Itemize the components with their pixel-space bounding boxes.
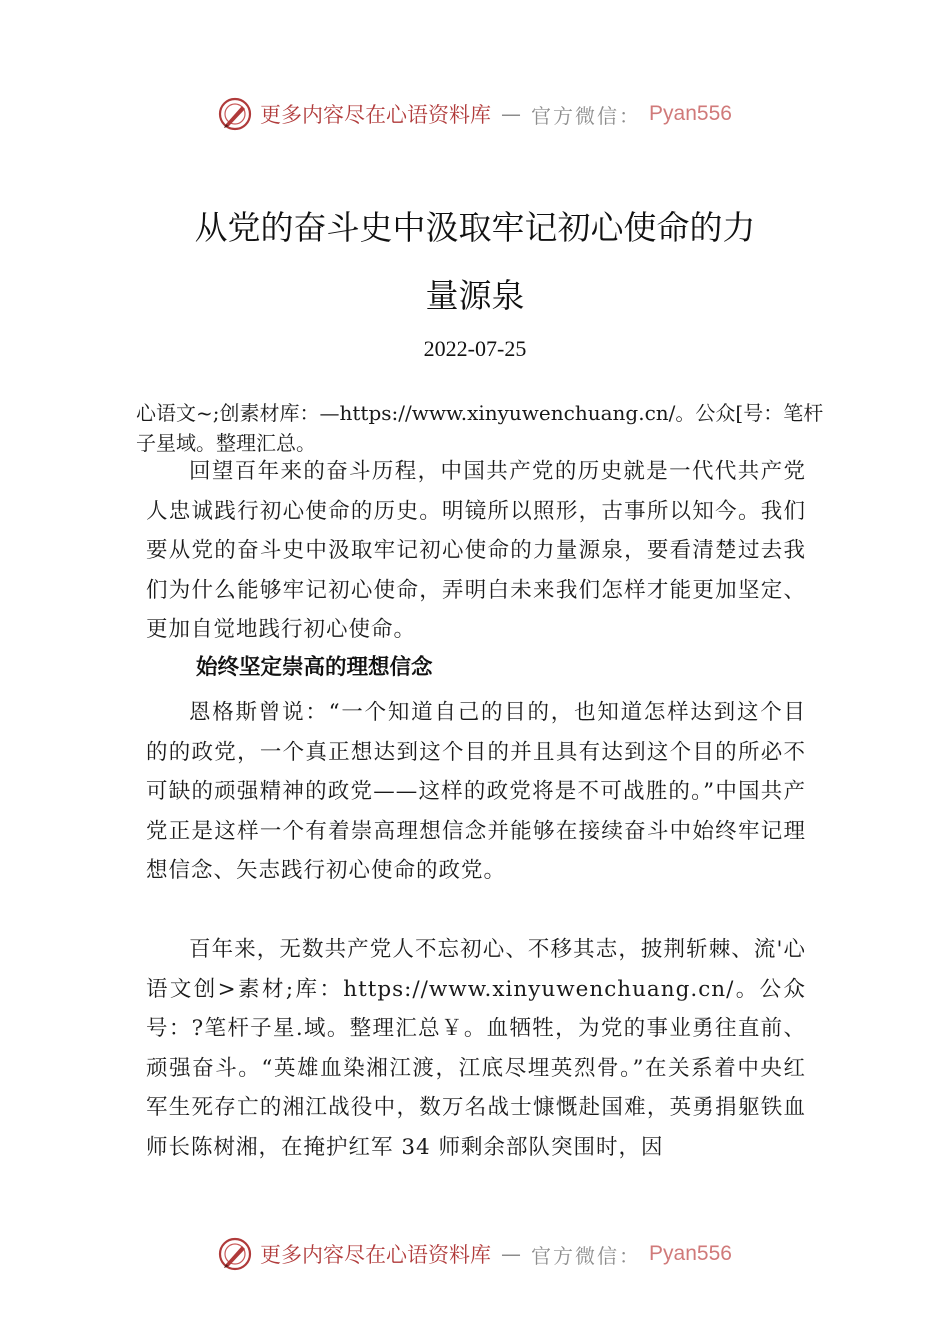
paragraph-2: 恩格斯曾说：“一个知道自己的目的，也知道怎样达到这个目的的政党，一个真正想达到这个目的并且具有达到这个目的所必不可缺的顽强精神的政党——这样的政党将是不可战胜的。”中国共产党正是这样一个有着崇高理想信念并能够在接续奋斗中始终牢记理想信念、矢志践行初心使命的政党。 [146, 700, 806, 883]
footer-watermark [0, 1234, 950, 1274]
article-title-line-1: 从党的奋斗史中汲取牢记初心使命的力 [194, 208, 756, 247]
watermark-dash: — [501, 102, 522, 126]
watermark-site-text: 更多内容尽在心语资料库 [260, 103, 492, 127]
watermark-wechat-label: 官方微信： [531, 103, 642, 128]
source-note: 心语文~;创素材库：—https://www.xinyuwenchuang.cn/。公众[号：笔杆子星域。整理汇总。 [136, 401, 824, 455]
paragraph-3: 百年来，无数共产党人不忘初心、不移其志，披荆斩棘、流'心语文创>素材;库：https://www.xinyuwenchuang.cn/。公众号：?笔杆子星.域。整理汇总￥。血牺牲，为党的事业勇往直前、顽强奋斗。“英雄血染湘江渡，江底尽埋英烈骨。”在关系着中央红军生死存亡的湘江战役中，数万名战士慷慨赴国难，英勇捐躯铁血师长陈树湘，在掩护红军 34 师剩余部队突围时，因 [146, 937, 806, 1160]
pen-logo-icon [218, 1237, 252, 1271]
header-watermark [0, 94, 950, 134]
pen-logo-icon [218, 97, 252, 131]
paragraph-1: 回望百年来的奋斗历程，中国共产党的历史就是一代代共产党人忠诚践行初心使命的历史。明镜所以照形，古事所以知今。我们要从党的奋斗史中汲取牢记初心使命的力量源泉，要看清楚过去我们为什么能够牢记初心使命，弄明白未来我们怎样才能更加坚定、更加自觉地践行初心使命。 [146, 459, 806, 642]
watermark-dash: — [501, 1242, 522, 1266]
section-heading: 始终坚定崇高的理想信念 [196, 655, 433, 680]
watermark-site-text: 更多内容尽在心语资料库 [260, 1243, 492, 1267]
article-title-line-2: 量源泉 [425, 276, 525, 315]
article-date: 2022-07-25 [423, 336, 527, 361]
watermark-wechat-label: 官方微信： [531, 1243, 642, 1268]
watermark-wechat-id: Pyan556 [649, 102, 732, 125]
watermark-wechat-id: Pyan556 [649, 1242, 732, 1265]
